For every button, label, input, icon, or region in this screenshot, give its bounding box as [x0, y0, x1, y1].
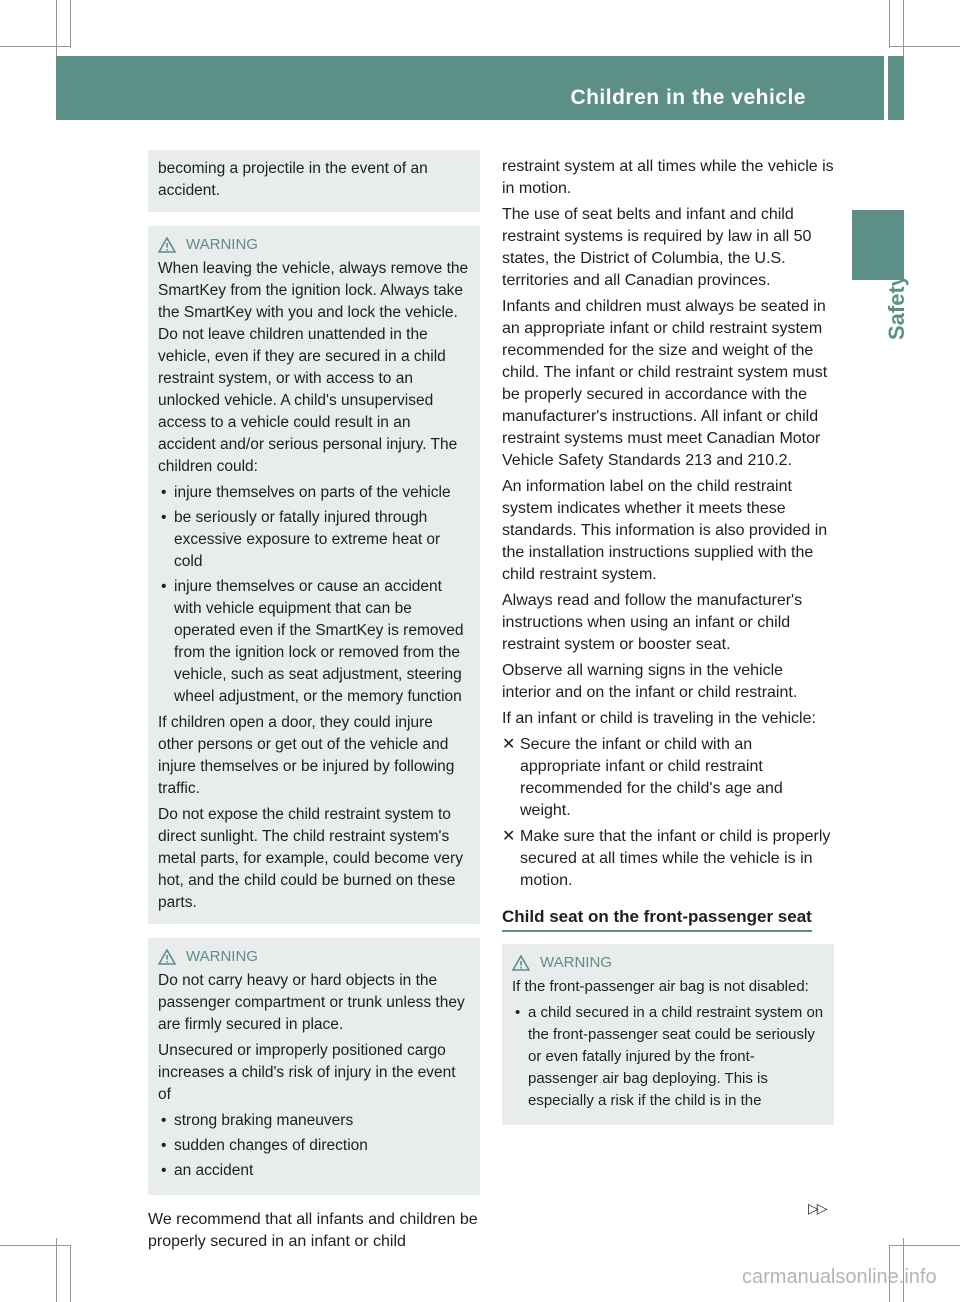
right-column	[502, 156, 834, 1125]
body-paragraph: Always read and follow the manufacturer's instructions when using an infant or child restraint system or booster seat.	[502, 592, 803, 653]
warning-triangle-icon	[158, 949, 176, 965]
section-heading: Child seat on the front-passenger seat	[502, 906, 812, 932]
instruction-list	[502, 734, 834, 892]
body-paragraph: If an infant or child is traveling in the vehicle:	[502, 710, 816, 727]
instruction-step: ✕ Secure the infant or child with an appropriate infant or child restraint recommended for the child's age and weight.	[502, 736, 783, 819]
body-paragraph: We recommend that all infants and children be properly secured in an infant or child	[148, 1211, 478, 1250]
warning-bullet-list	[158, 482, 470, 708]
body-paragraph: Infants and children must always be seated in an appropriate infant or child restraint system recommended for the size and weight of the child. The infant or child restraint system must be properly secured in accordance with the manufacturer's instructions. All infant or child restraint systems must meet Canadian Motor Vehicle Safety Standards 213 and 210.2.	[502, 298, 828, 469]
warning-heading: WARNING	[158, 234, 470, 256]
warning-paragraph: Do not carry heavy or hard objects in the passenger compartment or trunk unless they are firmly secured in place.	[158, 972, 465, 1033]
body-paragraph: An information label on the child restraint system indicates whether it meets these standards. This information is also provided in the installation instructions supplied with the child restraint system.	[502, 478, 828, 583]
warning-box-2	[148, 938, 480, 1195]
list-item: • a child secured in a child restraint system on the front-passenger seat could be seriously or even fatally injured by the front-passenger air bag deploying. This is especially a risk if the child is in the	[512, 1002, 824, 1112]
step-x-icon: ✕	[502, 828, 516, 845]
warning-heading: WARNING	[158, 946, 470, 968]
body-paragraph: The use of seat belts and infant and child restraint systems is required by law in all 50 states, the District of Columbia, the U.S. territories and all Canadian provinces.	[502, 206, 812, 289]
page-number: 49	[904, 86, 928, 109]
continued-text: becoming a projectile in the event of an accident.	[158, 160, 428, 199]
continued-warning-box	[148, 150, 480, 212]
list-item: • be seriously or fatally injured through excessive exposure to extreme heat or cold	[158, 507, 470, 573]
step-x-icon: ✕	[502, 736, 516, 753]
body-paragraph: restraint system at all times while the vehicle is in motion.	[502, 158, 834, 197]
side-tab-label: Safety	[884, 273, 909, 340]
warning-bullet-list	[158, 1110, 470, 1182]
warning-box-3	[502, 944, 834, 1125]
list-item: • injure themselves on parts of the vehicle	[158, 482, 470, 504]
header-divider	[884, 56, 888, 120]
warning-triangle-icon	[512, 955, 530, 971]
instruction-step: ✕ Make sure that the infant or child is properly secured at all times while the vehicle is in motion.	[502, 828, 831, 889]
warning-box-1	[148, 226, 480, 924]
warning-paragraph: When leaving the vehicle, always remove the SmartKey from the ignition lock. Always take the SmartKey with you and lock the vehicle. Do not leave children unattended in the vehicle, even if they are secured in a child restraint system, or with access to an unlocked vehicle. A child's unsupervised access to a vehicle could result in an accident and/or serious personal injury. The children could:	[158, 260, 469, 475]
watermark: carmanualsonline.info	[742, 1266, 937, 1288]
warning-paragraph: If children open a door, they could injure other persons or get out of the vehicle and injure themselves or be injured by following traffic.	[158, 714, 455, 797]
list-item: • strong braking maneuvers	[158, 1110, 470, 1132]
warning-paragraph: If the front-passenger air bag is not disabled:	[512, 978, 809, 995]
warning-bullet-list	[512, 1002, 824, 1112]
page-title: Children in the vehicle	[570, 86, 806, 109]
continue-arrow-icon: ▷▷	[808, 1200, 826, 1216]
side-tab	[852, 240, 909, 350]
header-bar	[56, 56, 928, 120]
list-item: • an accident	[158, 1160, 470, 1182]
list-item: • sudden changes of direction	[158, 1135, 470, 1157]
warning-paragraph: Do not expose the child restraint system to direct sunlight. The child restraint system's metal parts, for example, could become very hot, and the child could be burned on these parts.	[158, 806, 463, 911]
warning-heading: WARNING	[512, 952, 824, 974]
list-item: • injure themselves or cause an accident with vehicle equipment that can be operated even if the SmartKey is removed from the ignition lock or removed from the vehicle, such as seat adjustment, steering wheel adjustment, or the memory function	[158, 576, 470, 708]
left-column	[148, 150, 480, 1257]
warning-paragraph: Unsecured or improperly positioned cargo increases a child's risk of injury in the event of	[158, 1042, 456, 1103]
body-paragraph: Observe all warning signs in the vehicle interior and on the infant or child restraint.	[502, 662, 798, 701]
warning-triangle-icon	[158, 237, 176, 253]
